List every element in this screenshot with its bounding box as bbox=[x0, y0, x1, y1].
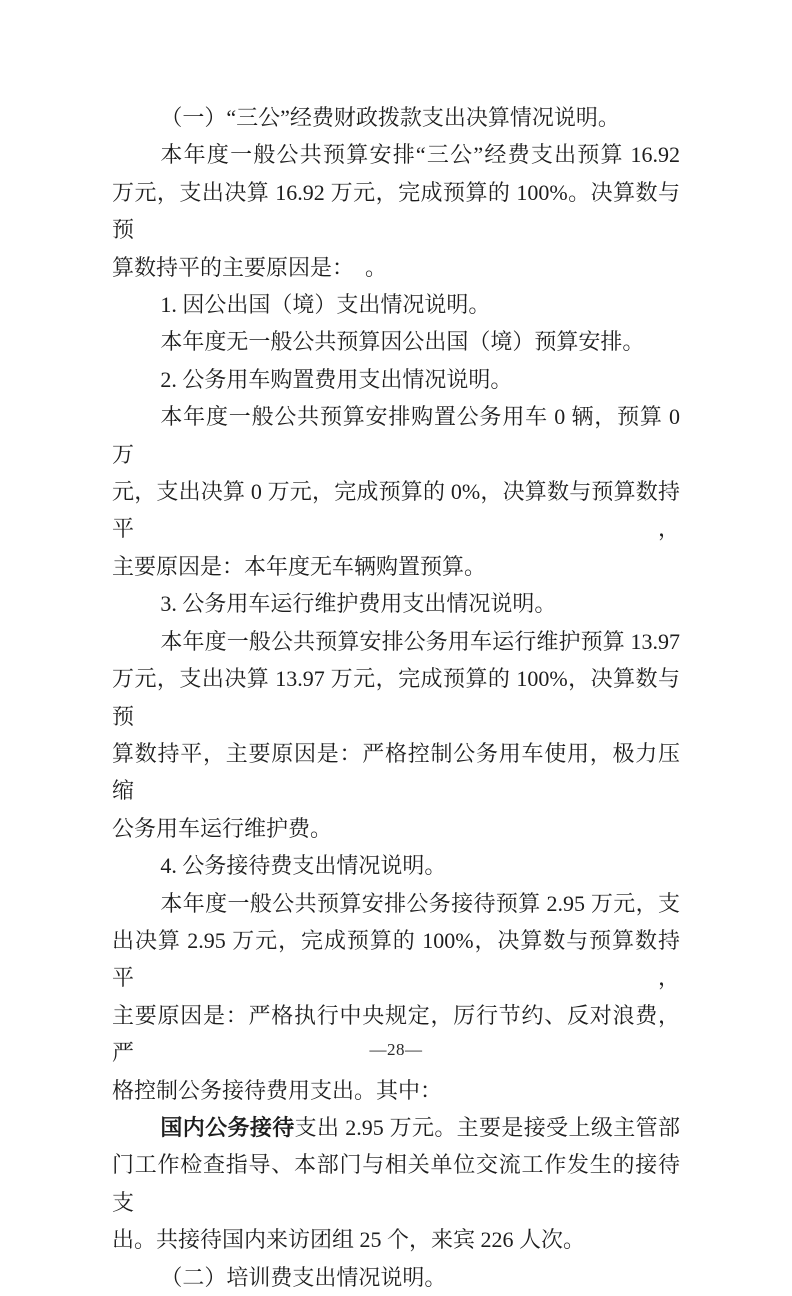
body-line: 公务用车运行维护费。 bbox=[112, 815, 333, 841]
body-line: 本年度一般公共预算安排公务接待预算 2.95 万元，支 bbox=[160, 890, 680, 916]
body-line: 门工作检查指导、本部门与相关单位交流工作发生的接待支 bbox=[112, 1152, 680, 1215]
body-line: 算数持平，主要原因是：严格控制公务用车使用，极力压缩 bbox=[112, 740, 680, 804]
page-footer bbox=[0, 1040, 792, 1060]
body-line: 主要原因是：本年度无车辆购置预算。 bbox=[112, 553, 487, 579]
body-line: 元，支出决算 0 万元，完成预算的 0%，决算数与预算数持平， bbox=[112, 479, 680, 542]
body-line: 出决算 2.95 万元，完成预算的 100%，决算数与预算数持平， bbox=[112, 927, 680, 991]
bold-domestic-reception: 国内公务接待 bbox=[160, 1114, 295, 1140]
body-line-text: 支出 2.95 万元。主要是接受上级主管部 bbox=[294, 1114, 680, 1140]
subheading-vehicle-purchase: 2. 公务用车购置费用支出情况说明。 bbox=[160, 366, 513, 392]
body-line: 万元，支出决算 13.97 万元，完成预算的 100%，决算数与预 bbox=[112, 666, 680, 729]
body-line: 本年度一般公共预算安排购置公务用车 0 辆，预算 0 万 bbox=[112, 404, 686, 467]
body-line: 格控制公务接待费用支出。其中： bbox=[112, 1077, 443, 1103]
heading-training-section: （二）培训费支出情况说明。 bbox=[160, 1264, 447, 1290]
body-line: 万元，支出决算 16.92 万元，完成预算的 100%。决算数与预 bbox=[112, 179, 680, 243]
document-body bbox=[112, 99, 686, 1296]
page-number: —28— bbox=[369, 1040, 423, 1059]
subheading-abroad: 1. 因公出国（境）支出情况说明。 bbox=[160, 292, 491, 318]
heading-sangong-section: （一）“三公”经费财政拨款支出决算情况说明。 bbox=[160, 105, 620, 130]
body-line bbox=[112, 1109, 680, 1146]
subheading-vehicle-maintenance: 3. 公务用车运行维护费用支出情况说明。 bbox=[160, 591, 557, 617]
subheading-reception: 4. 公务接待费支出情况说明。 bbox=[160, 853, 447, 879]
body-line: 本年度一般公共预算安排“三公”经费支出预算 16.92 bbox=[160, 142, 680, 168]
body-line: 本年度无一般公共预算因公出国（境）预算安排。 bbox=[160, 329, 645, 355]
body-line: 算数持平的主要原因是： 。 bbox=[112, 254, 388, 280]
body-line: 出。共接待国内来访团组 25 个，来宾 226 人次。 bbox=[112, 1227, 586, 1253]
body-line: 主要原因是：严格执行中央规定，厉行节约、反对浪费，严 bbox=[112, 1002, 680, 1066]
body-line: 本年度一般公共预算安排公务用车运行维护预算 13.97 bbox=[160, 628, 680, 654]
